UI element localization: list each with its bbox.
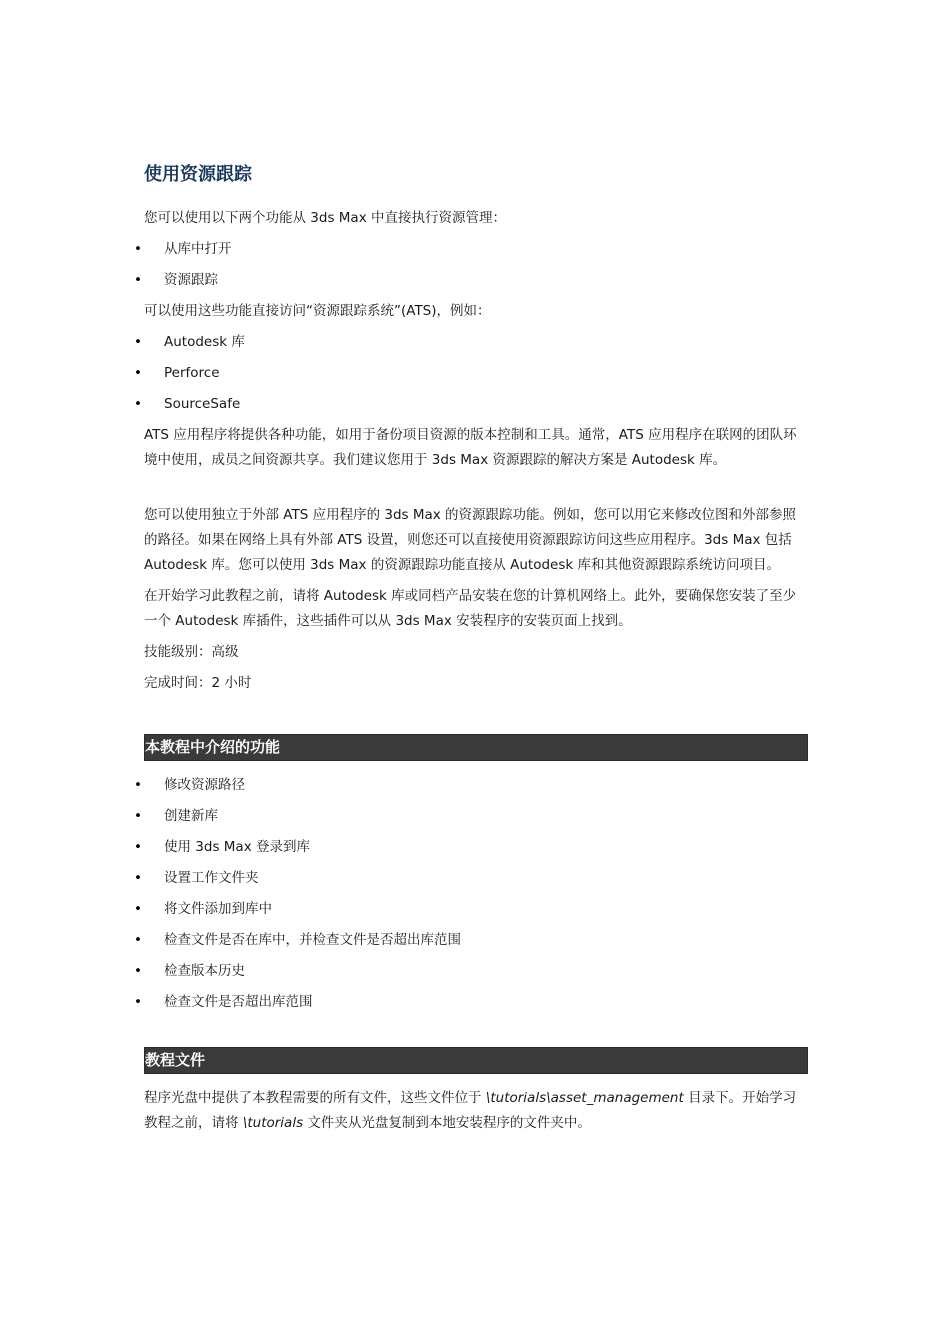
list-item: • 检查版本历史 bbox=[144, 959, 808, 984]
tutorial-features-list bbox=[134, 773, 808, 1015]
ats-intro-paragraph: 可以使用这些功能直接访问“资源跟踪系统”(ATS)，例如： bbox=[144, 303, 491, 319]
bullet-icon: • bbox=[134, 870, 142, 886]
section-heading-features: 本教程中介绍的功能 bbox=[144, 734, 808, 761]
bullet-icon: • bbox=[134, 396, 142, 412]
tutorial-path: \tutorials\asset_management bbox=[485, 1090, 684, 1106]
ats-description-paragraph: ATS 应用程序将提供各种功能，如用于备份项目资源的版本控制和工具。通常，ATS 应用程序在联网的团队环境中使用，成员之间资源共享。我们建议您用于 3ds Max 资源跟踪的解决方案是 Autodesk 库。 bbox=[144, 427, 797, 468]
list-item: • Autodesk 库 bbox=[144, 330, 808, 355]
list-item: • 资源跟踪 bbox=[144, 268, 808, 293]
list-item: • 设置工作文件夹 bbox=[144, 866, 808, 891]
bullet-icon: • bbox=[134, 241, 142, 257]
document-page bbox=[134, 160, 808, 1142]
skill-level: 技能级别：高级 bbox=[144, 644, 239, 660]
features-list bbox=[134, 237, 808, 293]
list-item: • Perforce bbox=[144, 361, 808, 386]
list-item: • 使用 3ds Max 登录到库 bbox=[144, 835, 808, 860]
list-item: • 从库中打开 bbox=[144, 237, 808, 262]
list-item: • 创建新库 bbox=[144, 804, 808, 829]
list-item: • SourceSafe bbox=[144, 392, 808, 417]
bullet-icon: • bbox=[134, 365, 142, 381]
list-item: • 检查文件是否在库中，并检查文件是否超出库范围 bbox=[144, 928, 808, 953]
page-title: 使用资源跟踪 bbox=[144, 164, 252, 185]
asset-tracking-paragraph: 您可以使用独立于外部 ATS 应用程序的 3ds Max 的资源跟踪功能。例如，您可以用它来修改位图和外部参照的路径。如果在网络上具有外部 ATS 设置，则您还可以直接使用资源跟踪访问这些应用程序。3ds Max 包括 Autodesk 库。您可以使用 3ds Max 的资源跟踪功能直接从 Autodesk 库和其他资源跟踪系统访问项目。 bbox=[144, 507, 797, 573]
tutorial-files-paragraph: 程序光盘中提供了本教程需要的所有文件，这些文件位于 \tutorials\asset_management 目录下。开始学习教程之前，请将 \tutorials 文件夹从光盘复制到本地安装程序的文件夹中。 bbox=[144, 1090, 797, 1131]
list-item: • 修改资源路径 bbox=[144, 773, 808, 798]
bullet-icon: • bbox=[134, 901, 142, 917]
bullet-icon: • bbox=[134, 334, 142, 350]
bullet-icon: • bbox=[134, 963, 142, 979]
bullet-icon: • bbox=[134, 994, 142, 1010]
prerequisite-paragraph: 在开始学习此教程之前，请将 Autodesk 库或同档产品安装在您的计算机网络上。此外，要确保您安装了至少一个 Autodesk 库插件，这些插件可以从 3ds Max 安装程序的安装页面上找到。 bbox=[144, 588, 797, 629]
bullet-icon: • bbox=[134, 808, 142, 824]
list-item: • 将文件添加到库中 bbox=[144, 897, 808, 922]
ats-list bbox=[134, 330, 808, 417]
bullet-icon: • bbox=[134, 839, 142, 855]
section-heading-tutorial-files: 教程文件 bbox=[144, 1047, 808, 1074]
completion-time: 完成时间：2 小时 bbox=[144, 675, 252, 691]
intro-paragraph: 您可以使用以下两个功能从 3ds Max 中直接执行资源管理： bbox=[144, 210, 506, 226]
bullet-icon: • bbox=[134, 932, 142, 948]
bullet-icon: • bbox=[134, 272, 142, 288]
tutorials-folder-path: \tutorials bbox=[242, 1115, 304, 1131]
bullet-icon: • bbox=[134, 777, 142, 793]
list-item: • 检查文件是否超出库范围 bbox=[144, 990, 808, 1015]
